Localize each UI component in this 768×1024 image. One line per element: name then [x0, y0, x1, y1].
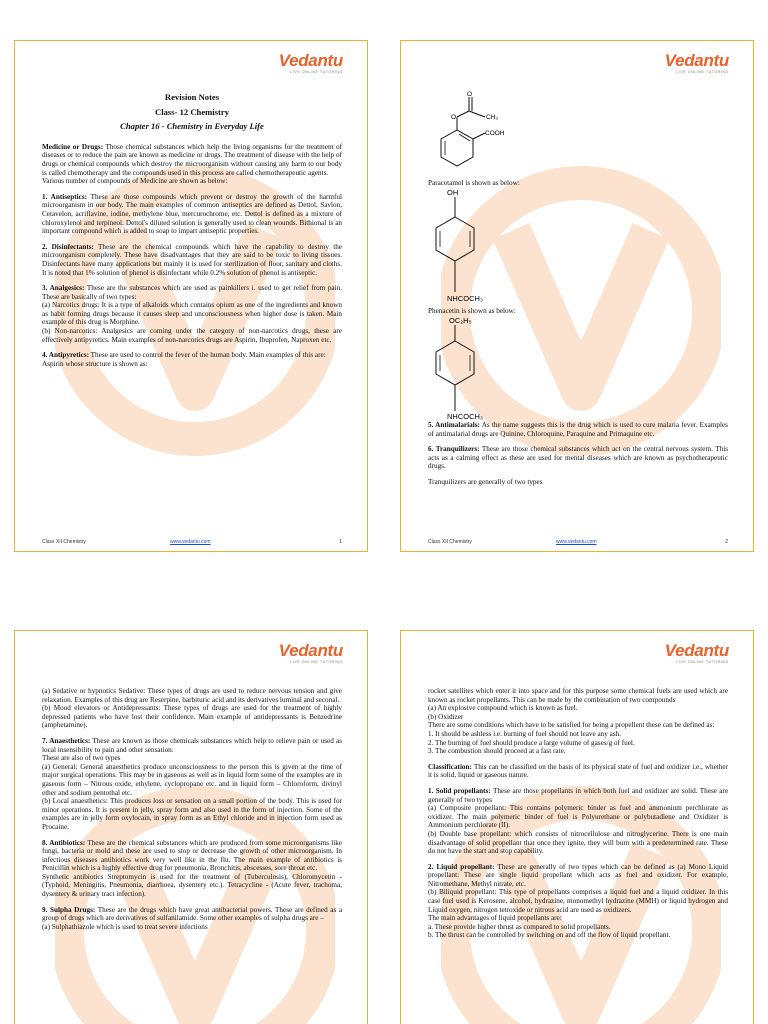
- advantage-b: b. The thrust can be controlled by switching on and off the flow of liquid propellant.: [428, 931, 671, 940]
- antiseptics-heading: 1. Antiseptics:: [42, 192, 88, 201]
- page-4-content: [428, 687, 728, 947]
- sedative-paragraph: (a) Sedative or hypnotics Sedative: These types of drugs are used to reduce nervous tension and give relaxation. Examples of this drug are Reserpine, barbituric acid and its derivatives luminal and seconal.: [42, 687, 342, 704]
- sulpha-heading: 9. Sulpha Drugs:: [42, 905, 96, 914]
- rocket-oxidizer: (b) Oxidizer: [428, 712, 464, 721]
- medicine-heading: Medicine or Drugs:: [42, 142, 104, 151]
- antipyretics-paragraph: [42, 351, 342, 368]
- condition-2: 2. The burning of fuel should produce a large volume of gases/g of fuel.: [428, 738, 635, 747]
- antibiotics-synthetic: Synthetic antibiotics Streptomycin is used for the treatment of (Tuberculosis), Chloromycetin - (Typhoid, Meningitis, Pneumonia, diarrhoea, dysentery etc.). Tetracycline - (Acute fever, trachoma, dysentery & urinary tract infection).: [42, 872, 342, 899]
- footer-link[interactable]: www.vedantu.com: [170, 539, 211, 545]
- logo-name: Vedantu: [278, 51, 343, 70]
- page-number: 1: [339, 539, 342, 545]
- analgesics-narcotics: (a) Narcotics drugs: It is a type of alkaloids which contains opium as one of the ingredients and known as habit forming drugs because it causes sleep and unconsciousness when higher dose is taken. Main example of this drug is Morphine.: [42, 301, 342, 327]
- document-page-2: [400, 40, 754, 552]
- anaesthetics-paragraph: [42, 737, 342, 832]
- antibiotics-heading: 8. Antibiotics:: [42, 838, 86, 847]
- logo-name: Vedantu: [278, 641, 343, 660]
- classification-heading: Classification:: [428, 762, 472, 771]
- composite-propellant: (a) Composite propellant: This contains polymeric binder as fuel and ammonium perchlorate as oxidizer. The main polymeric binder of fuel is Polyurethane or polybutadiene and Oxidizer is Ammonium perchlorate (II).: [428, 804, 728, 830]
- analgesics-paragraph: [42, 284, 342, 344]
- vedantu-logo: [279, 51, 343, 74]
- phenacetin-nhcoch3-label: NHCOCH₃: [447, 412, 483, 421]
- liquid-propellant-text: These are generally of two types which can be defined as (a) Mono Liquid propellant: These are single liquid propellant which acts as fuel and oxidizer. For example, Nitromethane, Methyl nitrate, etc.: [428, 862, 728, 888]
- condition-1: 1. It should be ashless i.e. burning of fuel should not leave any ash.: [428, 729, 622, 738]
- page-1-content: [42, 93, 342, 375]
- logo-name: Vedantu: [664, 641, 729, 660]
- doc-class: Class- 12 Chemistry: [155, 106, 229, 117]
- analgesics-non-narcotics: (b) Non-narcotics: Analgesics are coming under the category of non-narcotics drugs, these are effectively antipyretics. Main examples of non-narcotics drugs are Aspirin, Ibuprofen, Naproxen etc.: [42, 327, 342, 344]
- page-number: 2: [725, 539, 728, 545]
- antipyretics-heading: 4. Antipyretics:: [42, 351, 89, 360]
- vedantu-logo: [665, 641, 729, 664]
- medicine-text: Those chemical substances which help the living organisms for the treatment of diseases or to reduce the pain are known as medicine or drugs. The treatment of disease with the help of drugs or chemical compounds which destroy the microorganism without causing any harm to our body is called chemotherapy and the compounds used in this process are called chemotherapeutic agents.: [42, 142, 342, 177]
- logo-name: Vedantu: [664, 51, 729, 70]
- tranquilizers-tail: Tranquilizers are generally of two types: [428, 477, 543, 486]
- logo-tagline: LIVE ONLINE TUTORING: [676, 660, 729, 664]
- paracetamol-caption: Paracetamol is shown as below:: [428, 179, 520, 187]
- classification-text: This can be classified on the basis of its physical state of fuel and oxidizer i.e., whether it is solid, liquid or gaseous nature.: [428, 762, 728, 780]
- paracetamol-structure: [421, 187, 521, 307]
- classification-paragraph: [428, 763, 728, 780]
- anaesthetics-types: These are also of two types: [42, 754, 121, 763]
- document-page-1: [14, 40, 368, 552]
- sulpha-item-a: (a) Sulphathiazole which is used to treat severe infections: [42, 922, 208, 931]
- advantages-text: The main advantages of liquid propellants are:: [428, 914, 562, 923]
- antimalarials-text: As the name suggests this is the drug which is used to cure malaria fever. Examples of antimalarial drugs are Quinine, Chloroquine, Paraquine and Primaquine etc.: [428, 421, 728, 438]
- aspirin-o-label: O: [451, 114, 457, 121]
- anaesthetics-general: (a) General: General anaesthetics produce unconsciousness to the person this is given at the time of major surgical operations. This may be in gaseous as well as in liquid form some of the examples are in gaseous form – Nitrous oxide, ethylene, cyclopropane etc. and in liquid form – Chloroform, divinyl ether and sodium pentothal etc.: [42, 762, 342, 797]
- logo-tagline: LIVE ONLINE TUTORING: [290, 70, 343, 74]
- logo-tagline: LIVE ONLINE TUTORING: [290, 660, 343, 664]
- document-page-3: [14, 630, 368, 1024]
- anaesthetics-heading: 7. Anaesthetics:: [42, 736, 91, 745]
- double-base-propellant: (b) Double base propellant: which consists of nitrocellulose and nitroglycerine. There is one main disadvantage of solid propellant that once they ignite, they will burn with a predetermined rate. These do not have the start and stop capability.: [428, 829, 728, 856]
- medicine-tail: Various number of compounds of Medicine are shown as below:: [42, 177, 228, 186]
- tranquilizers-heading: 6. Tranquilizers:: [428, 445, 480, 454]
- phenacetin-oc2h5-label: OC₂H₅: [449, 316, 472, 325]
- vedantu-logo: [279, 641, 343, 664]
- footer-class-label: Class XII Chemistry: [428, 539, 472, 545]
- disinfectants-text: These are the chemical compounds which have the capability to destroy the microorganism completely. These have disadvantages that they are said to be toxic to living tissues. Disinfectants have many applications but mainly it is used for sterilization of floor, sanitary and cloths. It is noted that 1% solution of phenol is disinfectant while 0.2% solution of phenol is antiseptic.: [42, 242, 342, 277]
- disinfectants-paragraph: [42, 243, 342, 277]
- tranquilizers-text: These are those chemical substances which act on the central nervous system. This acts as a calming effect as these are used for mental diseases which are known as psychotherapeutic drugs.: [428, 445, 728, 471]
- paracetamol-oh-label: OH: [447, 188, 459, 197]
- rocket-text: rocket satellites which enter it into space and for this purpose some chemical fuels are used which are known as rocket propellants. This can be made by the combination of two compounds: [428, 687, 728, 704]
- aspirin-structure: [421, 91, 541, 181]
- antibiotics-text: These are the chemical substances which are produced from some microorganisms like fungi, bacteria or mold and these are used to stop or decrease the growth of other microorganism. In infectious diseases antibiotics work very well like in the flu. The main example of antibiotics is Penicillin which is a highly effective drug for pneumonia, Bronchitis, abscesses, sore throat etc.: [42, 838, 342, 873]
- rocket-fuel: (a) An explosive compound which is known as fuel.: [428, 704, 578, 713]
- antipyretics-tail: Aspirin whose structure is shown as:: [42, 359, 148, 368]
- rocket-paragraph: [428, 687, 728, 756]
- tranquilizers-paragraph: [428, 445, 728, 471]
- vedantu-logo: [665, 51, 729, 74]
- solid-propellants-text: These are those propellants in which both fuel and oxidizer are solid. These are generally of two types: [428, 786, 729, 804]
- document-page-4: [400, 630, 754, 1024]
- solid-propellants-paragraph: [428, 787, 728, 856]
- mood-paragraph: (b) Mood elevators or Antidepressants: These types of drugs are used for the treatment of highly depressed patients who have lost their confidence. Main example of antidepressants is Benzedrine (amphetamine).: [42, 704, 342, 730]
- liquid-propellant-heading: 2. Liquid propellant:: [428, 862, 495, 871]
- condition-3: 3. The combustion should proceed at a fast rate.: [428, 747, 566, 756]
- sulpha-text: These are the drugs which have great antibacterial powers. These are defined as a group of drugs which are derivatives of sulfanilamide. Some other examples of sulpha drugs are –: [42, 905, 343, 923]
- analgesics-heading: 3. Analgesics:: [42, 284, 85, 293]
- aspirin-cooh-label: COOH: [485, 130, 505, 137]
- aspirin-ch3-label: CH₃: [486, 114, 499, 121]
- paracetamol-nhcoch3-label: NHCOCH₃: [447, 294, 483, 303]
- phenacetin-structure: [421, 315, 521, 427]
- footer-class-label: Class XII Chemistry: [42, 539, 86, 545]
- antimalarials-paragraph: [428, 421, 728, 438]
- logo-tagline: LIVE ONLINE TUTORING: [676, 70, 729, 74]
- page-3-content: [42, 687, 342, 938]
- advantage-a: a. These provide higher thrust as compared to solid propellants.: [428, 922, 611, 931]
- medicine-paragraph: [42, 143, 342, 186]
- phenacetin-caption: Phenacetin is shown as below:: [428, 307, 516, 315]
- solid-propellants-heading: 1. Solid propellants:: [428, 786, 491, 795]
- anaesthetics-text: These are known as those chemicals substances which help to relieve pain or used as local insensibility to pain and other sensation.: [42, 736, 342, 754]
- anaesthetics-local: (b) Local anaesthetics: This produces loss or sensation on a small portion of the body. This is used for minor operations. It is present in jelly, spray form and also used in the form of injection. Some of the examples are in jelly form oxylocain, in spray form as an Ethyl chloride and in injection form used as Procaine.: [42, 797, 342, 831]
- conditions-text: There are some conditions which have to be satisfied for being a propellent these can be defined as:: [428, 721, 715, 730]
- footer-link[interactable]: www.vedantu.com: [556, 539, 597, 545]
- antimalarials-heading: 5. Antimalarials:: [428, 421, 480, 429]
- antipyretics-text: These are used to control the fever of the human body. Main examples of this are:: [90, 351, 326, 360]
- antiseptics-text: These are those compounds which prevent or destroy the growth of the harmful microorganism in our body. The main examples of common antiseptics are defined as Dettol, Savlon, Cetavelon, acriflavine, iodine, methylene blue, mercurochrome, etc. Dettol is defined as a mixture of chloroxylenol and terpineol. Dettol's diluted solution is generally used to clean wounds. Bithional is an important compound which is added to soap to impart antiseptic properties.: [42, 192, 342, 236]
- disinfectants-heading: 2. Disinfectants:: [42, 242, 94, 251]
- liquid-propellant-paragraph: [428, 863, 728, 940]
- analgesics-text: These are the substances which are used as painkillers i. used to get relief from pain. These are basically of two types:: [42, 284, 342, 301]
- biliquid-propellant: (b) Biliquid propellant: This type of propellants comprises a liquid fuel and a liquid oxidizer. In this case fuel used is Kerosene, alcohol, hydrazine, monomethyl hydrazine (MMH) or liquid hydrogen and Liquid oxygen, nitrogen tetroxide or nitrous acid are used as oxidizers.: [428, 888, 728, 914]
- doc-title: Revision Notes: [164, 92, 220, 102]
- aspirin-o2-label: O: [467, 91, 473, 98]
- antiseptics-paragraph: [42, 193, 342, 236]
- antibiotics-paragraph: [42, 839, 342, 899]
- page-2-content: [428, 421, 728, 494]
- sulpha-paragraph: [42, 906, 342, 932]
- doc-chapter: Chapter 16 - Chemistry in Everyday Life: [120, 121, 264, 132]
